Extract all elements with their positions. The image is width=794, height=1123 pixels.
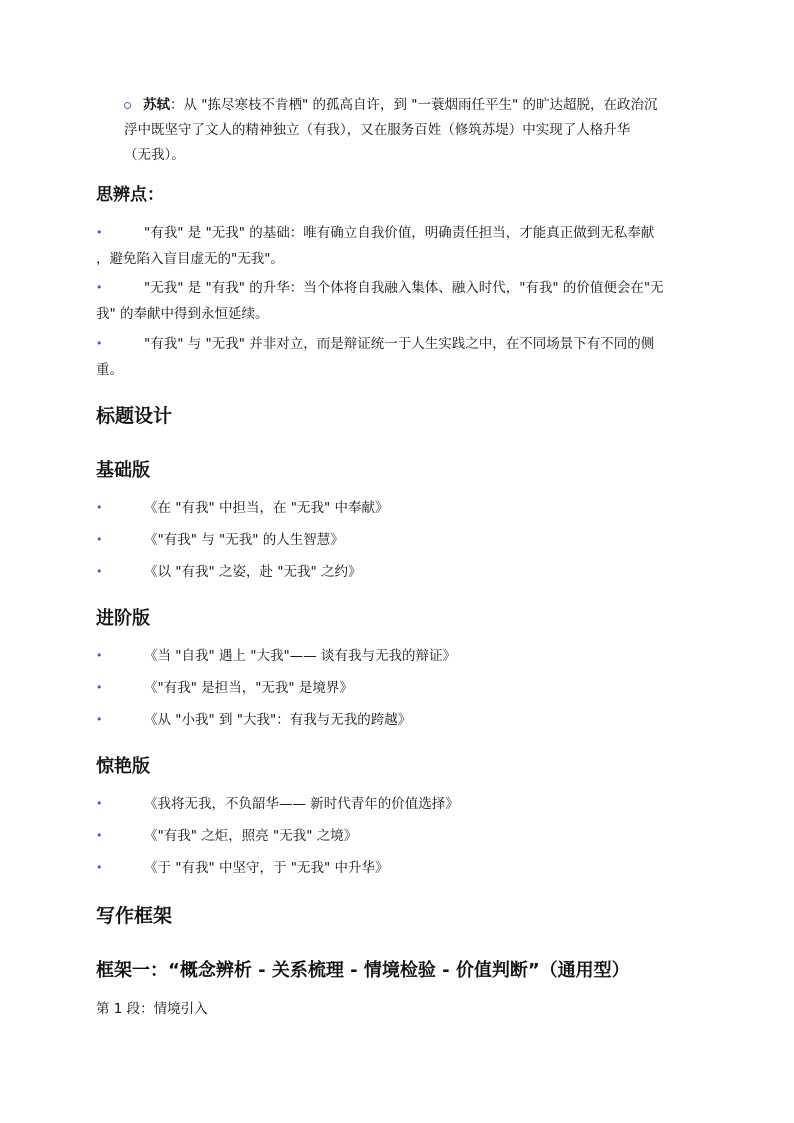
sub-list-item-sushi (124, 93, 704, 168)
bullet-icon: • (96, 861, 103, 874)
thinking-point-text: "无我" 是 "有我" 的升华：当个体将自我融入集体、融入时代，"有我" 的价值便会在"无 (144, 280, 664, 296)
section-heading-basic: 基础版 (96, 460, 150, 481)
title-item-text: 《我将无我，不负韶华—— 新时代青年的价值选择》 (144, 796, 459, 812)
bullet-icon: • (96, 533, 103, 546)
title-item-text: 《从 "小我" 到 "大我"：有我与无我的跨越》 (144, 712, 412, 728)
bullet-icon: • (96, 681, 103, 694)
bullet-icon: • (96, 713, 103, 726)
thinking-points-heading: 思辨点： (96, 185, 164, 205)
frame-one-title: 框架一：“概念辨析 - 关系梳理 - 情境检验 - 价值判断”（通用型） (96, 960, 630, 981)
bullet-icon: • (96, 226, 103, 239)
thinking-point (96, 275, 702, 327)
title-design-heading: 标题设计 (96, 405, 173, 427)
title-item-text: 《"有我" 与 "无我" 的人生智慧》 (144, 532, 344, 548)
title-item-text: 《于 "有我" 中坚守，于 "无我" 中升华》 (144, 860, 389, 876)
title-item (96, 826, 357, 846)
title-item (96, 710, 411, 730)
title-item-text: 《当 "自我" 遇上 "大我"—— 谈有我与无我的辩证》 (144, 648, 457, 664)
bullet-icon: • (96, 337, 103, 350)
paragraph-one-label: 第 1 段：情境引入 (96, 1001, 208, 1017)
title-item-text: 《以 "有我" 之姿，赴 "无我" 之约》 (144, 564, 362, 580)
bullet-icon: • (96, 281, 103, 294)
bullet-icon: • (96, 501, 103, 514)
bullet-icon: • (96, 829, 103, 842)
thinking-point-text: "有我" 与 "无我" 并非对立，而是辩证统一于人生实践之中，在不同场景下有不同的侧 (144, 336, 655, 352)
bullet-icon: • (96, 565, 103, 578)
writing-frame-heading: 写作框架 (96, 905, 173, 927)
bullet-icon: • (96, 797, 103, 810)
thinking-point-text-cont: 我" 的奉献中得到永恒延续。 (96, 306, 269, 322)
title-item (96, 498, 389, 518)
sub-item-text-line3: （无我）。 (124, 147, 185, 163)
thinking-point-text-cont: 重。 (96, 362, 123, 378)
person-name: 苏轼 (143, 97, 170, 113)
thinking-point-text: "有我" 是 "无我" 的基础：唯有确立自我价值，明确责任担当，才能真正做到无私奉献 (144, 225, 655, 241)
title-item-text: 《"有我" 之炬，照亮 "无我" 之境》 (144, 828, 358, 844)
title-item (96, 530, 344, 550)
bullet-icon: • (96, 649, 103, 662)
title-item (96, 562, 362, 582)
section-heading-advanced: 进阶版 (96, 608, 150, 629)
title-item (96, 794, 459, 814)
thinking-point (96, 220, 702, 272)
title-item-text: 《在 "有我" 中担当，在 "无我" 中奉献》 (144, 500, 389, 516)
thinking-point (96, 331, 702, 383)
hollow-circle-bullet-icon (124, 102, 131, 109)
title-item-text: 《"有我" 是担当，"无我" 是境界》 (144, 680, 353, 696)
title-item (96, 858, 389, 878)
sub-item-text: ：从 "拣尽寒枝不肯栖" 的孤高自许，到 "一蓑烟雨任平生" 的旷达超脱，在政治沉 (170, 97, 658, 113)
thinking-point-text-cont: ，避免陷入盲目虚无的"无我"。 (96, 251, 284, 267)
title-item (96, 646, 456, 666)
title-item (96, 678, 353, 698)
section-heading-stunning: 惊艳版 (96, 756, 150, 777)
sub-item-text-line2: 浮中既坚守了文人的精神独立（有我），又在服务百姓（修筑苏堤）中实现了人格升华 (124, 122, 631, 138)
